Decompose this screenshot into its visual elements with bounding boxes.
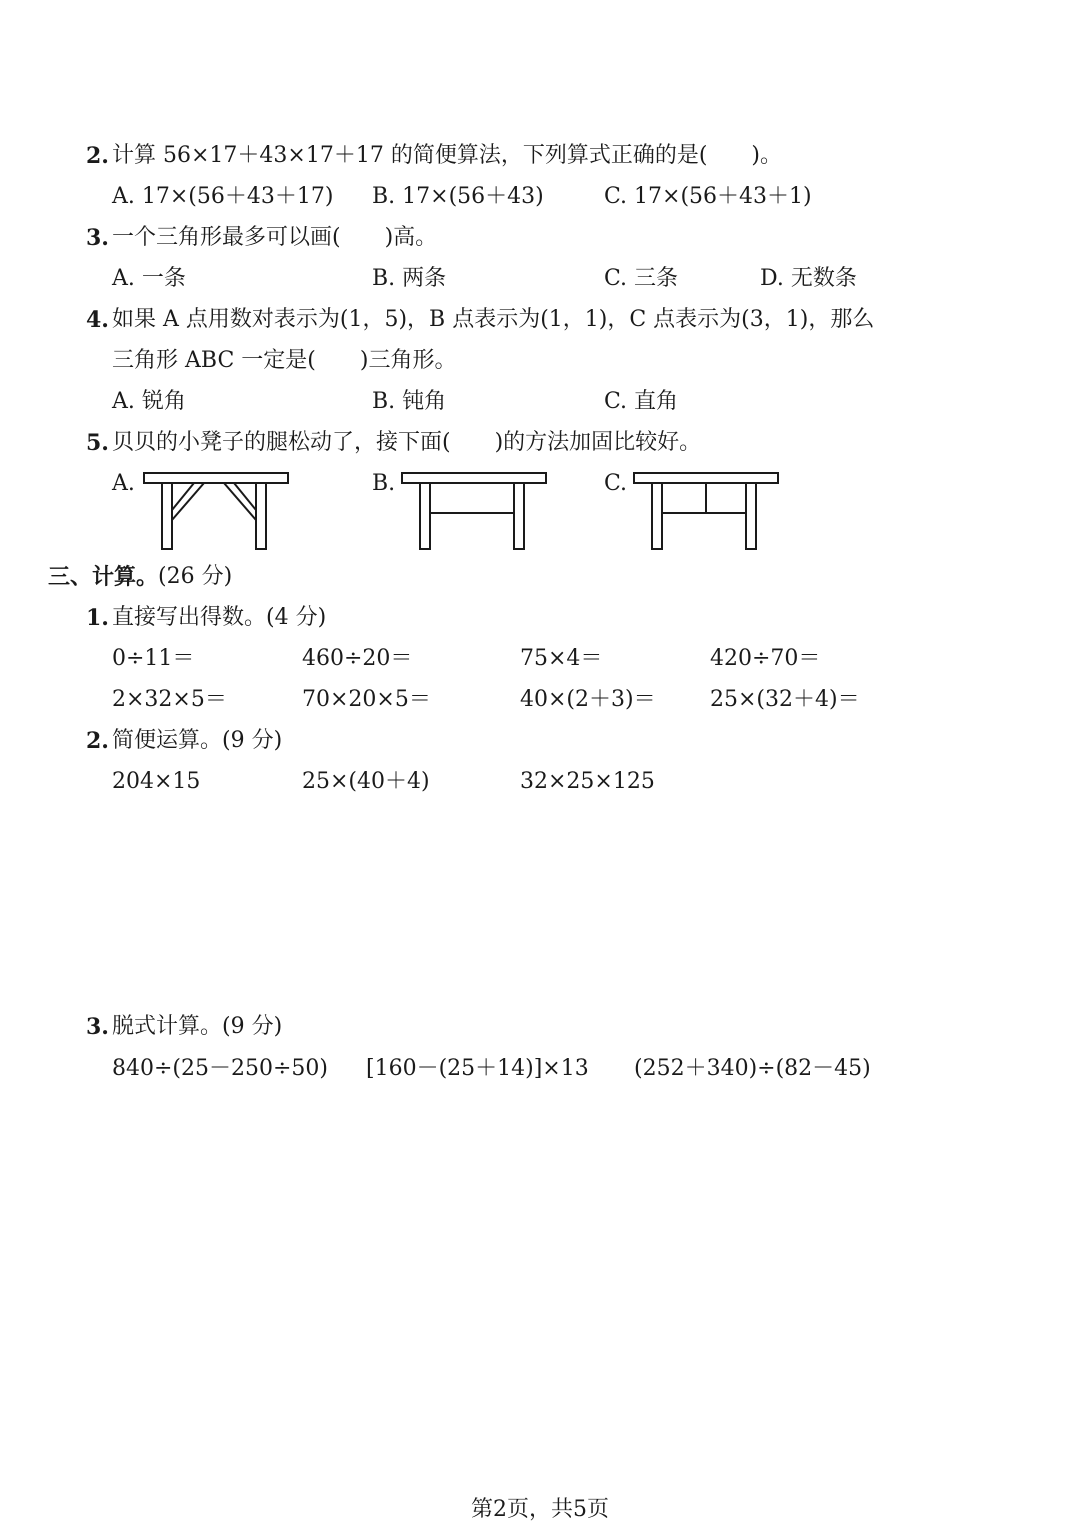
question-stem: 贝贝的小凳子的腿松动了，接下面( )的方法加固比较好。	[112, 430, 702, 455]
question-stem-line1: 如果 A 点用数对表示为(1，5)，B 点表示为(1，1)，C 点表示为(3，1)，那么	[112, 307, 875, 332]
section-title: 三、计算。	[48, 564, 159, 590]
question-number: 3.	[86, 225, 109, 251]
option-a-label: A.	[112, 471, 135, 496]
option-c: C. 三条	[604, 266, 679, 291]
section-score: (26 分)	[158, 564, 233, 589]
stool-diagram-b	[398, 470, 550, 552]
question-number: 2.	[86, 143, 109, 169]
option-d: D. 无数条	[760, 266, 857, 291]
simplify-item: 32×25×125	[520, 769, 655, 794]
question-stem: 一个三角形最多可以画( )高。	[112, 225, 438, 250]
option-c: C. 17×(56＋43＋1)	[604, 184, 812, 209]
page-footer: 第2页，共5页	[471, 1497, 609, 1522]
part-number: 3.	[86, 1014, 109, 1040]
option-c: C. 直角	[604, 389, 679, 414]
oral-calc-item: 2×32×5＝	[112, 687, 227, 712]
oral-calc-item: 75×4＝	[520, 646, 603, 671]
part-title: 直接写出得数。(4 分)	[112, 605, 327, 630]
option-a: A. 17×(56＋43＋17)	[112, 184, 334, 209]
option-b: B. 17×(56＋43)	[372, 184, 544, 209]
question-number: 5.	[86, 430, 109, 456]
simplify-item: 25×(40＋4)	[302, 769, 430, 794]
question-stem-line2: 三角形 ABC 一定是( )三角形。	[112, 348, 457, 373]
oral-calc-item: 70×20×5＝	[302, 687, 431, 712]
oral-calc-item: 420÷70＝	[710, 646, 821, 671]
stepwise-item: [160－(25＋14)]×13	[366, 1056, 589, 1081]
oral-calc-item: 40×(2＋3)＝	[520, 687, 656, 712]
part-title: 脱式计算。(9 分)	[112, 1014, 283, 1039]
stepwise-item: 840÷(25－250÷50)	[112, 1056, 329, 1081]
option-a: A. 一条	[112, 266, 186, 291]
option-b: B. 钝角	[372, 389, 447, 414]
stepwise-item: (252＋340)÷(82－45)	[634, 1056, 871, 1081]
oral-calc-item: 0÷11＝	[112, 646, 195, 671]
option-b-label: B.	[372, 471, 396, 496]
option-b: B. 两条	[372, 266, 447, 291]
question-number: 4.	[86, 307, 109, 333]
stool-diagram-c	[630, 470, 782, 552]
oral-calc-item: 460÷20＝	[302, 646, 413, 671]
oral-calc-item: 25×(32＋4)＝	[710, 687, 860, 712]
part-title: 简便运算。(9 分)	[112, 728, 283, 753]
part-number: 1.	[86, 605, 109, 631]
option-c-label: C.	[604, 471, 628, 496]
simplify-item: 204×15	[112, 769, 201, 794]
part-number: 2.	[86, 728, 109, 754]
question-stem: 计算 56×17＋43×17＋17 的简便算法，下列算式正确的是( )。	[112, 143, 782, 168]
option-a: A. 锐角	[112, 389, 186, 414]
stool-diagram-a	[140, 470, 292, 552]
